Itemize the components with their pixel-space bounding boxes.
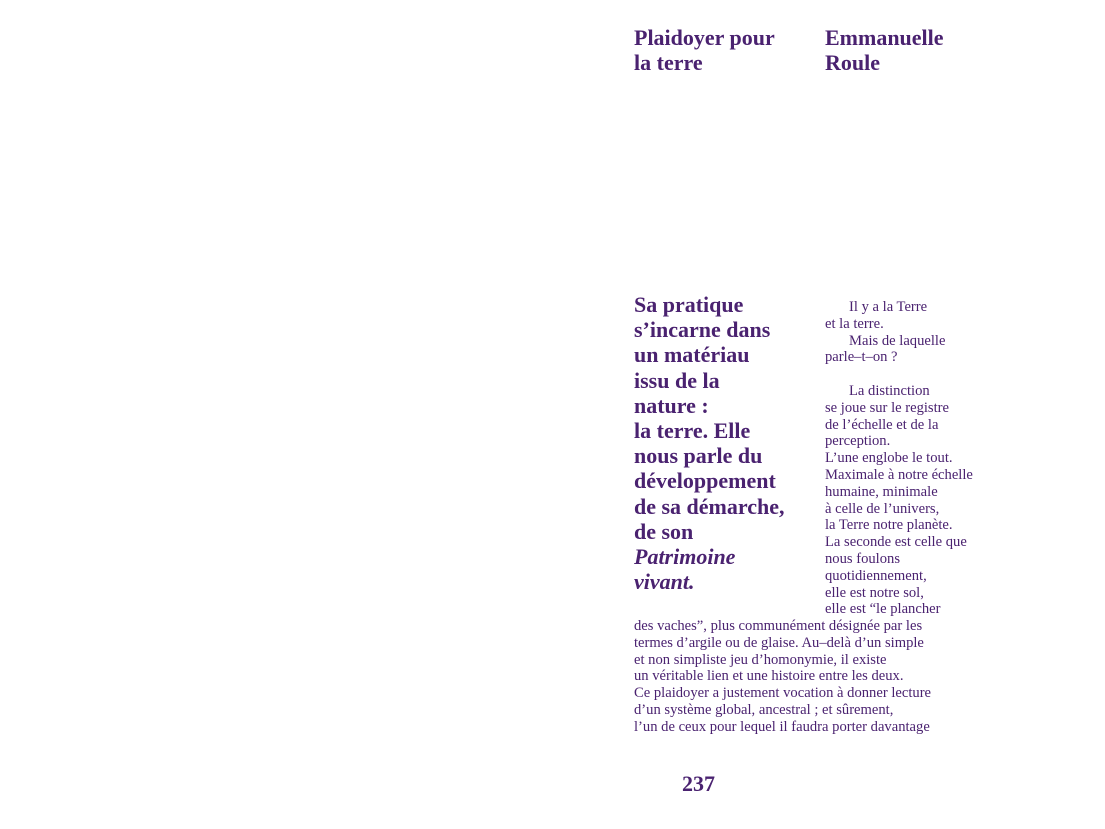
- paragraph-break: [825, 366, 1025, 383]
- body-line: elle est “le plancher: [825, 601, 941, 618]
- body-text-wide-column: [634, 618, 994, 736]
- body-line: humaine, minimale: [825, 483, 938, 500]
- body-line: parle–t–on ?: [825, 349, 898, 366]
- body-line: La seconde est celle que: [825, 534, 967, 551]
- pull-quote-line: nature :: [634, 392, 709, 418]
- author-name: [825, 25, 1005, 75]
- left-page-blank: [0, 0, 552, 829]
- pull-quote-line: de sa démarche,: [634, 493, 785, 519]
- body-line: des vaches”, plus communément désignée par les: [634, 618, 923, 634]
- author-line: Roule: [825, 50, 880, 75]
- pull-quote-line: la terre. Elle: [634, 418, 751, 444]
- body-line: L’une englobe le tout.: [825, 450, 953, 467]
- pull-quote-line: de son: [634, 518, 694, 544]
- pull-quote: [634, 292, 814, 594]
- article-title: [634, 25, 814, 75]
- page-number: 237: [682, 771, 715, 796]
- pull-quote-line: développement: [634, 468, 776, 494]
- pull-quote-line-italic: vivant.: [634, 569, 695, 595]
- body-line: Maximale à notre échelle: [825, 466, 973, 483]
- pull-quote-line: Sa pratique: [634, 292, 744, 317]
- body-line: la Terre notre planète.: [825, 517, 953, 534]
- body-line: se joue sur le registre: [825, 399, 950, 416]
- body-line: perception.: [825, 433, 891, 450]
- pull-quote-line: issu de la: [634, 367, 720, 393]
- body-line: et la terre.: [825, 315, 884, 332]
- body-line: Ce plaidoyer a justement vocation à donner lecture: [634, 685, 932, 702]
- body-line: à celle de l’univers,: [825, 500, 940, 517]
- body-line: et non simpliste jeu d’homonymie, il existe: [634, 651, 887, 668]
- body-line: de l’échelle et de la: [825, 416, 939, 433]
- body-line: La distinction: [849, 382, 930, 399]
- pull-quote-line-italic: Patrimoine: [634, 544, 736, 570]
- pull-quote-line: nous parle du: [634, 443, 763, 469]
- title-line: la terre: [634, 50, 703, 75]
- body-line: elle est notre sol,: [825, 584, 924, 601]
- body-line: nous foulons: [825, 550, 900, 567]
- body-line: termes d’argile ou de glaise. Au–delà d’un simple: [634, 634, 924, 651]
- title-line: Plaidoyer pour: [634, 25, 775, 50]
- right-page: [552, 0, 1105, 829]
- body-line: quotidiennement,: [825, 567, 927, 584]
- body-text-narrow-column: [825, 299, 1025, 618]
- pull-quote-line: s’incarne dans: [634, 317, 771, 343]
- pull-quote-line: un matériau: [634, 342, 750, 368]
- body-line: d’un système global, ancestral ; et sûrement,: [634, 701, 894, 718]
- body-line: l’un de ceux pour lequel il faudra porter davantage: [634, 718, 930, 735]
- author-line: Emmanuelle: [825, 25, 944, 50]
- body-line: Il y a la Terre: [849, 299, 928, 315]
- body-line: un véritable lien et une histoire entre les deux.: [634, 668, 904, 685]
- body-line: Mais de laquelle: [849, 332, 946, 349]
